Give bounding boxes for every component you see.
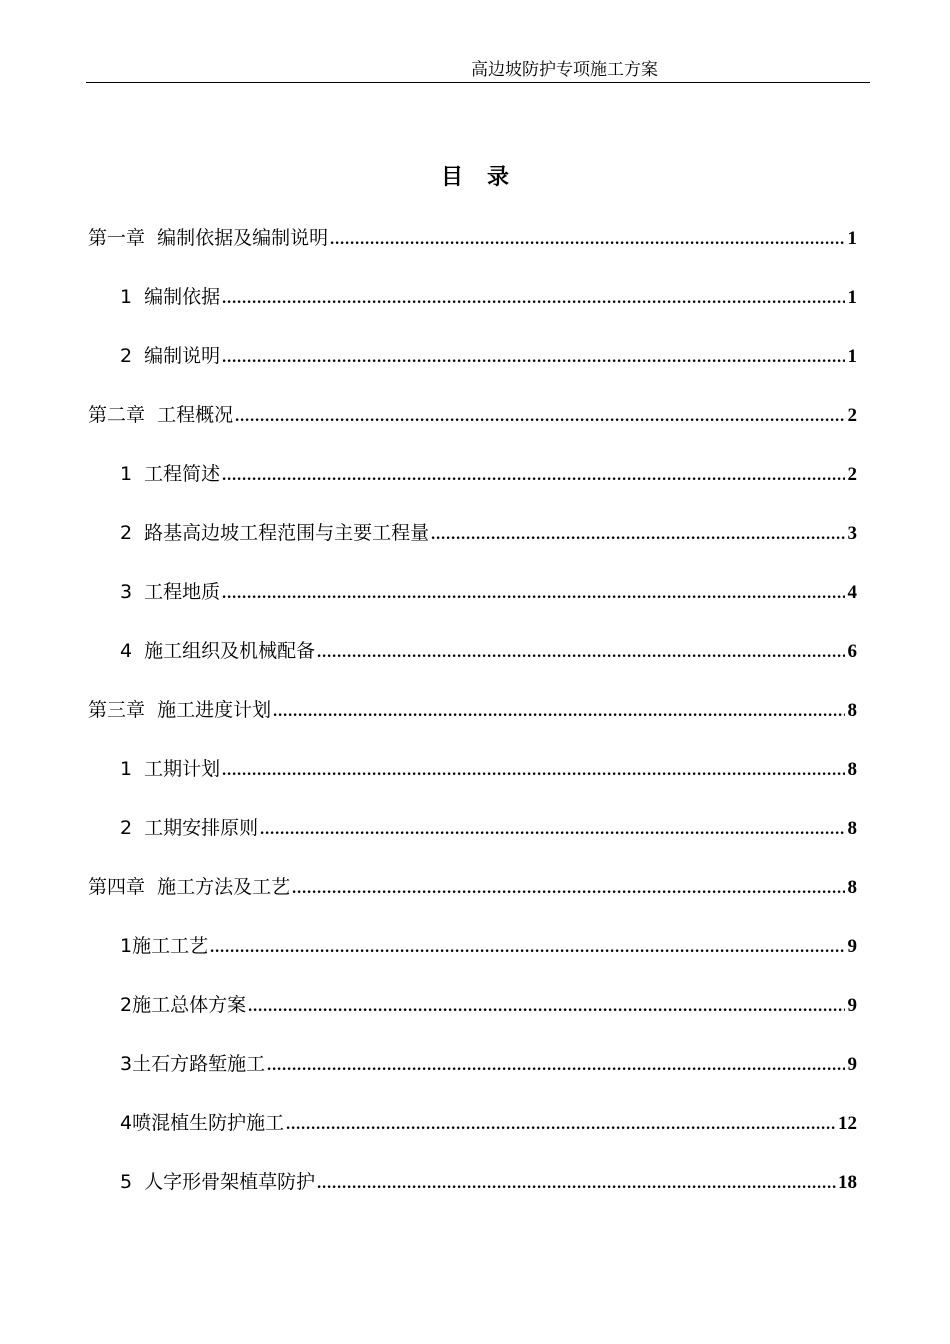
toc-dot-leader xyxy=(286,1111,836,1139)
toc-entry[interactable] xyxy=(120,578,857,606)
toc-entry[interactable] xyxy=(120,1109,857,1137)
toc-entry-page: 4 xyxy=(847,582,857,603)
toc-entry-page: 8 xyxy=(847,759,857,780)
toc-dot-leader xyxy=(235,403,845,431)
toc-entry-label: 2 编制说明 xyxy=(120,345,221,367)
toc-entry-page: 1 xyxy=(847,346,857,367)
toc-dot-leader xyxy=(317,639,845,667)
toc-dot-leader xyxy=(431,521,845,549)
toc-entry-label: 5 人字形骨架植草防护 xyxy=(120,1171,316,1193)
toc-entry-page: 9 xyxy=(847,936,857,957)
toc-dot-leader xyxy=(222,285,845,313)
toc-entry-page: 18 xyxy=(838,1172,857,1193)
toc-entry-label: 4喷混植生防护施工 xyxy=(120,1112,285,1134)
toc-entry[interactable] xyxy=(120,460,857,488)
toc-entry-label: 2施工总体方案 xyxy=(120,994,247,1016)
toc-entry-label: 第三章 施工进度计划 xyxy=(88,699,272,721)
toc-entry-label: 4 施工组织及机械配备 xyxy=(120,640,316,662)
toc-entry-page: 8 xyxy=(847,818,857,839)
toc-entry-page: 2 xyxy=(847,464,857,485)
toc-entry-page: 3 xyxy=(847,523,857,544)
toc-entry[interactable] xyxy=(88,696,857,724)
toc-entry[interactable] xyxy=(120,283,857,311)
toc-entry[interactable] xyxy=(120,637,857,665)
toc-entry-label: 第二章 工程概况 xyxy=(88,404,234,426)
toc-dot-leader xyxy=(273,698,845,726)
toc-dot-leader xyxy=(222,580,845,608)
toc-entry[interactable] xyxy=(120,1168,857,1196)
toc-dot-leader xyxy=(222,757,845,785)
toc-entry-page: 8 xyxy=(847,877,857,898)
toc-dot-leader xyxy=(248,993,845,1021)
toc-dot-leader xyxy=(210,934,845,962)
toc-entry-page: 2 xyxy=(847,405,857,426)
toc-entry[interactable] xyxy=(120,1050,857,1078)
toc-dot-leader xyxy=(267,1052,845,1080)
toc-entry[interactable] xyxy=(88,224,857,252)
toc-entry-label: 3土石方路堑施工 xyxy=(120,1053,266,1075)
toc-entry-label: 2 路基高边坡工程范围与主要工程量 xyxy=(120,522,430,544)
toc-entry-label: 第四章 施工方法及工艺 xyxy=(88,876,291,898)
running-header-title: 高边坡防护专项施工方案 xyxy=(471,60,658,80)
toc-entry[interactable] xyxy=(120,814,857,842)
toc-entry-label: 1 工程简述 xyxy=(120,463,221,485)
toc-entry-label: 1施工工艺 xyxy=(120,935,209,957)
toc-entry-label: 1 工期计划 xyxy=(120,758,221,780)
toc-entry[interactable] xyxy=(120,991,857,1019)
toc-entry-page: 1 xyxy=(847,228,857,249)
toc-dot-leader xyxy=(260,816,845,844)
toc-dot-leader xyxy=(317,1170,836,1198)
toc-entry-label: 3 工程地质 xyxy=(120,581,221,603)
toc-entry-label: 第一章 编制依据及编制说明 xyxy=(88,227,329,249)
toc-entry[interactable] xyxy=(88,873,857,901)
toc-entry[interactable] xyxy=(120,519,857,547)
toc-dot-leader xyxy=(222,462,845,490)
toc-entry[interactable] xyxy=(120,755,857,783)
toc-entry-page: 9 xyxy=(847,995,857,1016)
toc-entry[interactable] xyxy=(88,401,857,429)
running-header xyxy=(86,60,870,83)
toc-dot-leader xyxy=(222,344,845,372)
toc-entry-label: 1 编制依据 xyxy=(120,286,221,308)
toc-dot-leader xyxy=(330,226,845,254)
toc-entry-page: 9 xyxy=(847,1054,857,1075)
toc-dot-leader xyxy=(292,875,845,903)
toc-entry[interactable] xyxy=(120,932,857,960)
toc-entry-page: 1 xyxy=(847,287,857,308)
toc-entry-page: 12 xyxy=(838,1113,857,1134)
toc-entry-page: 6 xyxy=(847,641,857,662)
toc-entry[interactable] xyxy=(120,342,857,370)
toc-entry-page: 8 xyxy=(847,700,857,721)
toc-entry-label: 2 工期安排原则 xyxy=(120,817,259,839)
toc-title: 目录 xyxy=(440,165,533,190)
